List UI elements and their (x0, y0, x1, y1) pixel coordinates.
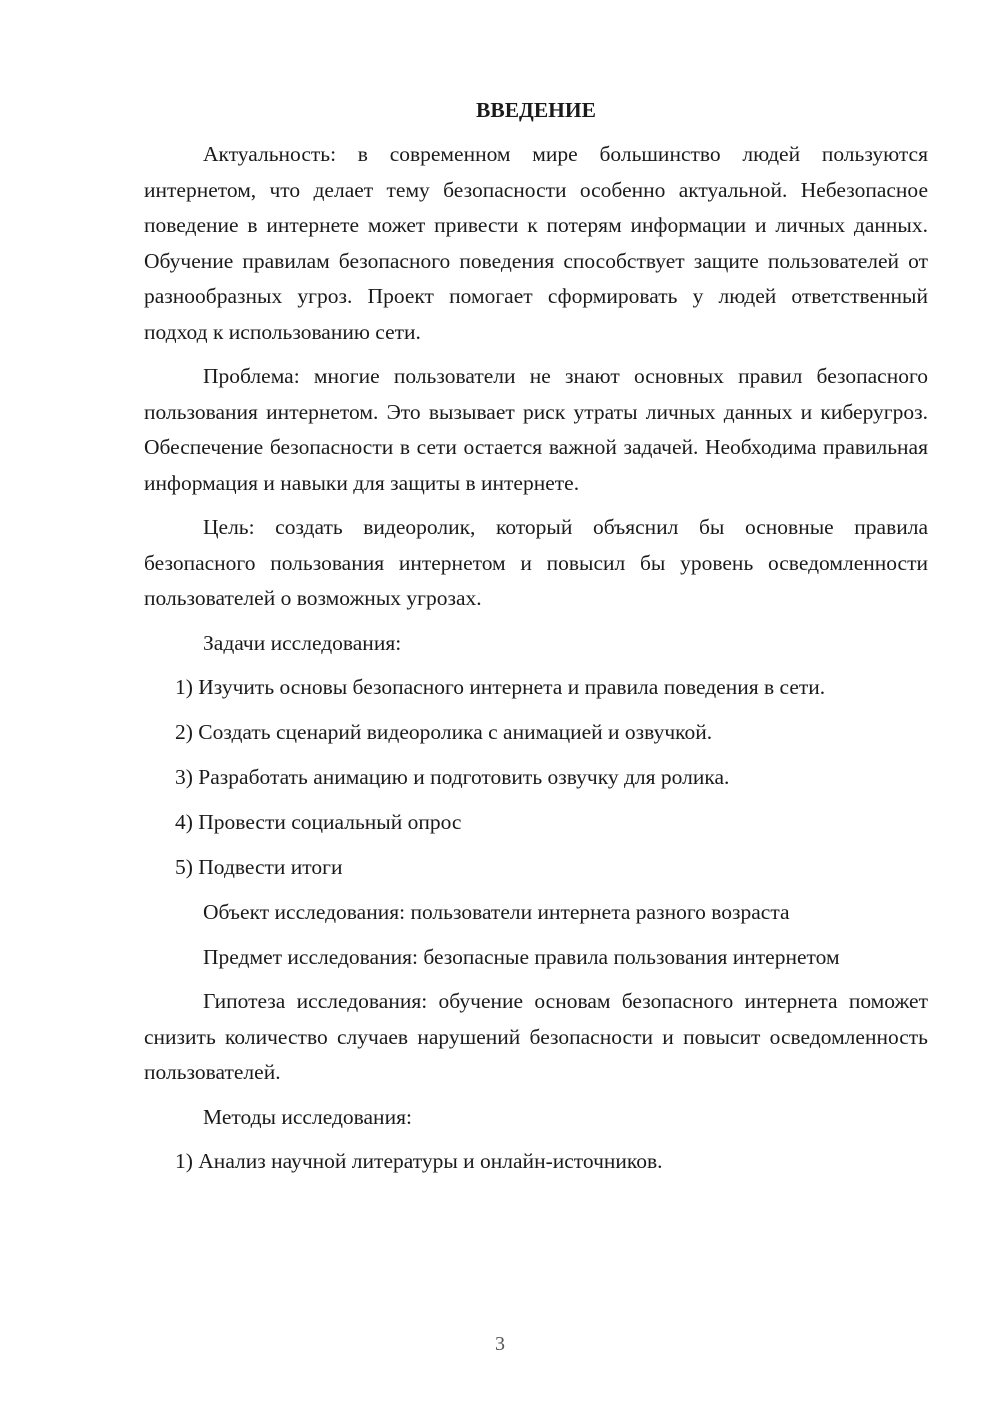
goal-paragraph: Цель: создать видеоролик, который объяснил бы основные правила безопасного пользования интернетом и повысил бы уровень осведомленности пользователей о возможных угрозах. (144, 515, 928, 610)
list-item: 1) Изучить основы безопасного интернета и правила поведения в сети. (175, 675, 826, 699)
list-item: 3) Разработать анимацию и подготовить озвучку для ролика. (175, 765, 730, 789)
problem-paragraph: Проблема: многие пользователи не знают основных правил безопасного пользования интернетом. Это вызывает риск утраты личных данных и киберугроз. Обеспечение безопасности в сети остается важной задачей. Необходима правильная информация и навыки для защиты в интернете. (144, 364, 928, 495)
subject-paragraph: Предмет исследования: безопасные правила пользования интернетом (203, 944, 840, 969)
methods-heading: Методы исследования: (203, 1104, 412, 1129)
hypothesis-paragraph: Гипотеза исследования: обучение основам безопасного интернета поможет снизить количество случаев нарушений безопасности и повысит осведомленность пользователей. (144, 989, 928, 1084)
list-item: 5) Подвести итоги (175, 855, 343, 879)
relevance-paragraph: Актуальность: в современном мире большинство людей пользуются интернетом, что делает тему безопасности особенно актуальной. Небезопасное поведение в интернете может привести к потерям информации и личных данных. Обучение правилам безопасного поведения способствует защите пользователей от разнообразных угроз. Проект помогает сформировать у людей ответственный подход к использованию сети. (144, 142, 928, 344)
tasks-heading: Задачи исследования: (203, 630, 402, 655)
methods-list (144, 1144, 928, 1180)
list-item: 2) Создать сценарий видеоролика с анимацией и озвучкой. (175, 720, 713, 744)
section-heading: ВВЕДЕНИЕ (476, 98, 596, 122)
page-number: 3 (495, 1333, 505, 1355)
list-item: 1) Анализ научной литературы и онлайн-источников. (175, 1149, 663, 1173)
tasks-list (144, 670, 928, 886)
object-paragraph: Объект исследования: пользователи интернета разного возраста (203, 900, 790, 924)
document-page (144, 95, 928, 1189)
list-item: 4) Провести социальный опрос (175, 810, 462, 834)
